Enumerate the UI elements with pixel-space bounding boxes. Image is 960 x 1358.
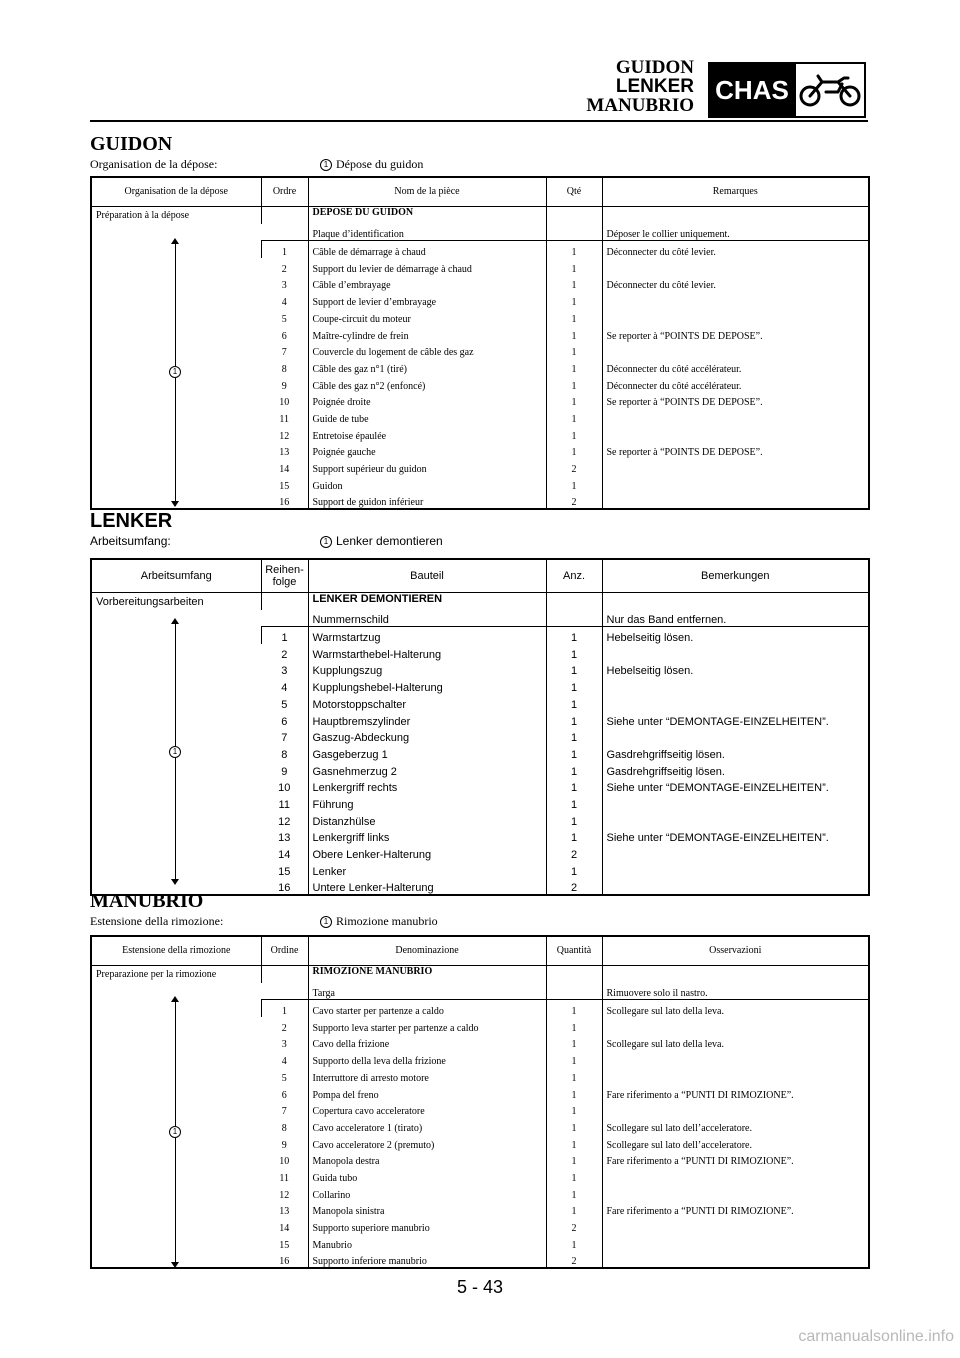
remark [602, 458, 869, 475]
column-header: Estensione della rimozione [91, 936, 261, 966]
section-de [90, 510, 868, 895]
subtitle-value [320, 157, 423, 172]
prep-label: Vorbereitungsarbeiten [96, 596, 204, 608]
column-header: Osservazioni [602, 936, 869, 966]
remark: Se reporter à “POINTS DE DEPOSE”. [602, 325, 869, 342]
quantity: 1 [546, 475, 602, 492]
remark: Se reporter à “POINTS DE DEPOSE”. [602, 442, 869, 459]
part-name: Cavo acceleratore 2 (premuto) [308, 1134, 546, 1151]
quantity: 1 [546, 258, 602, 275]
column-header: Ordre [261, 177, 308, 207]
order-number: 8 [281, 1122, 287, 1134]
part-name: Nummernschild [308, 610, 546, 627]
remark [602, 408, 869, 425]
order-number: 15 [278, 865, 291, 878]
column-header: Ordine [261, 936, 308, 966]
part-name: Maître-cylindre de frein [308, 325, 546, 342]
quantity: 1 [546, 1184, 602, 1201]
part-name: Warmstartzug [308, 627, 546, 644]
remark [602, 1101, 869, 1118]
subtitle-label: Organisation de la dépose: [90, 157, 218, 171]
part-name: Coupe-circuit du moteur [308, 308, 546, 325]
quantity: 1 [546, 1234, 602, 1251]
quantity: 1 [546, 728, 602, 745]
circled-number-icon: 1 [320, 916, 332, 928]
order-number: 1 [261, 627, 308, 644]
quantity: 1 [546, 1050, 602, 1067]
order-number: 13 [279, 447, 290, 459]
remark: Scollegare sul lato della leva. [602, 1000, 869, 1017]
subtitle-value-text: Rimozione manubrio [336, 914, 438, 928]
table-header-row [91, 177, 869, 207]
part-name: Entretoise épaulée [308, 425, 546, 442]
part-name: Câble d’embrayage [308, 275, 546, 292]
heading-row: DEPOSE DU GUIDON [308, 207, 546, 224]
remark: Fare riferimento a “PUNTI DI RIMOZIONE”. [602, 1151, 869, 1168]
quantity: 1 [546, 1067, 602, 1084]
remark [602, 1050, 869, 1067]
part-name: Lenkergriff links [308, 828, 546, 845]
remark: Se reporter à “POINTS DE DEPOSE”. [602, 392, 869, 409]
part-name: Führung [308, 794, 546, 811]
section-title: GUIDON [90, 133, 173, 155]
part-name: Support de levier d’embrayage [308, 291, 546, 308]
part-name: Manubrio [308, 1234, 546, 1251]
order-number: 6 [281, 1089, 287, 1101]
remark: Déconnecter du côté accélérateur. [602, 358, 869, 375]
part-name: Cavo della frizione [308, 1034, 546, 1051]
remark [602, 425, 869, 442]
order-number: 9 [281, 765, 288, 778]
order-number: 11 [279, 413, 290, 425]
column-header: Anz. [546, 559, 602, 593]
order-number: 12 [278, 815, 291, 828]
part-name: Guide de tube [308, 408, 546, 425]
table-row [91, 241, 869, 258]
quantity: 1 [546, 1034, 602, 1051]
table-row [91, 1000, 869, 1017]
table-row [91, 966, 869, 983]
order-number: 15 [279, 1239, 290, 1251]
part-name: Gasgeberzug 1 [308, 744, 546, 761]
group-marker: 1 [169, 1126, 181, 1138]
order-number: 13 [278, 832, 291, 845]
group-marker: 1 [169, 746, 181, 758]
section-subtitle [90, 157, 868, 173]
quantity: 1 [546, 1000, 602, 1017]
remark [602, 1067, 869, 1084]
order-number: 6 [281, 715, 288, 728]
part-name: Câble de démarrage à chaud [308, 241, 546, 258]
quantity: 1 [546, 442, 602, 459]
remark: Déconnecter du côté levier. [602, 241, 869, 258]
quantity: 1 [546, 761, 602, 778]
remark [602, 794, 869, 811]
order-number: 9 [281, 380, 287, 392]
order-number: 4 [281, 682, 288, 695]
quantity: 1 [546, 861, 602, 878]
part-name: Supporto inferiore manubrio [308, 1251, 546, 1269]
part-name: Motorstoppschalter [308, 694, 546, 711]
order-number: 8 [281, 748, 288, 761]
quantity: 1 [546, 275, 602, 292]
heading-row: LENKER DEMONTIEREN [308, 593, 546, 610]
table-row [91, 207, 869, 224]
remark [602, 492, 869, 510]
parts-table [90, 935, 870, 1269]
part-name: Hauptbremszylinder [308, 711, 546, 728]
remark: Fare riferimento a “PUNTI DI RIMOZIONE”. [602, 1084, 869, 1101]
remark: Rimuovere solo il nastro. [602, 983, 869, 1000]
quantity: 1 [546, 392, 602, 409]
remark: Scollegare sul lato dell’acceleratore. [602, 1134, 869, 1151]
remark: Nur das Band entfernen. [602, 610, 869, 627]
order-number: 10 [279, 397, 290, 409]
part-name: Untere Lenker-Halterung [308, 878, 546, 896]
remark [602, 1017, 869, 1034]
remark: Scollegare sul lato dell’acceleratore. [602, 1117, 869, 1134]
section-it [90, 890, 868, 1268]
subtitle-value [320, 534, 443, 548]
part-name: Lenkergriff rechts [308, 778, 546, 795]
order-number: 11 [279, 1172, 290, 1184]
quantity: 2 [546, 844, 602, 861]
remark: Hebelseitig lösen. [602, 661, 869, 678]
quantity: 2 [546, 1251, 602, 1269]
page-number: 5 - 43 [456, 1277, 504, 1297]
part-name: Guidon [308, 475, 546, 492]
quantity: 1 [546, 744, 602, 761]
group-arrow [171, 238, 181, 507]
part-name: Couvercle du logement de câble des gaz [308, 342, 546, 359]
section-subtitle [90, 534, 868, 550]
part-name: Gaszug-Abdeckung [308, 728, 546, 745]
quantity: 1 [546, 358, 602, 375]
quantity: 2 [546, 458, 602, 475]
quantity: 1 [546, 644, 602, 661]
quantity: 1 [546, 375, 602, 392]
group-marker: 1 [169, 366, 181, 378]
remark: Scollegare sul lato della leva. [602, 1034, 869, 1051]
quantity: 1 [546, 1134, 602, 1151]
column-header: Bauteil [308, 559, 546, 593]
part-name: Collarino [308, 1184, 546, 1201]
quantity: 1 [546, 408, 602, 425]
remark [602, 677, 869, 694]
order-number: 16 [279, 497, 290, 509]
part-name: Distanzhülse [308, 811, 546, 828]
part-name: Obere Lenker-Halterung [308, 844, 546, 861]
quantity: 1 [546, 1101, 602, 1118]
order-number: 10 [278, 782, 291, 795]
remark [602, 1217, 869, 1234]
column-header: Bemerkungen [602, 559, 869, 593]
remark [602, 308, 869, 325]
order-number: 1 [261, 1000, 308, 1017]
remark: Déposer le collier uniquement. [602, 224, 869, 241]
group-arrow [171, 618, 181, 885]
remark: Déconnecter du côté accélérateur. [602, 375, 869, 392]
order-number: 4 [281, 1056, 287, 1068]
remark [602, 644, 869, 661]
quantity: 1 [546, 342, 602, 359]
part-name: Support supérieur du guidon [308, 458, 546, 475]
order-number: 5 [281, 313, 287, 325]
subtitle-value [320, 914, 438, 929]
quantity: 1 [546, 694, 602, 711]
remark [602, 291, 869, 308]
order-number: 3 [281, 665, 288, 678]
prep-label: Préparation à la dépose [96, 210, 190, 221]
order-number: 5 [281, 1072, 287, 1084]
remark: Siehe unter “DEMONTAGE-EINZELHEITEN”. [602, 828, 869, 845]
part-name: Plaque d’identification [308, 224, 546, 241]
quantity: 1 [546, 1201, 602, 1218]
section-title: LENKER [90, 510, 173, 532]
column-header: Reihen- folge [261, 559, 308, 593]
quantity: 1 [546, 811, 602, 828]
quantity: 1 [546, 778, 602, 795]
watermark: carmanualsonline.info [798, 1328, 954, 1345]
order-number: 3 [281, 280, 287, 292]
part-name: Targa [308, 983, 546, 1000]
quantity: 1 [546, 308, 602, 325]
order-number: 14 [279, 1223, 290, 1234]
column-header: Qté [546, 177, 602, 207]
column-header: Denominazione [308, 936, 546, 966]
parts-table [90, 558, 870, 896]
order-number: 2 [281, 1022, 287, 1034]
remark: Siehe unter “DEMONTAGE-EINZELHEITEN”. [602, 711, 869, 728]
order-number: 11 [278, 798, 290, 811]
quantity: 1 [546, 677, 602, 694]
column-header: Nom de la pièce [308, 177, 546, 207]
quantity: 1 [546, 711, 602, 728]
circled-number-icon: 1 [320, 536, 332, 548]
part-name: Pompa del freno [308, 1084, 546, 1101]
table-header-row [91, 936, 869, 966]
quantity: 1 [546, 627, 602, 644]
circled-number-icon: 1 [320, 159, 332, 171]
part-name: Supporto leva starter per partenze a caldo [308, 1017, 546, 1034]
order-number: 14 [279, 464, 290, 475]
part-name: Support du levier de démarrage à chaud [308, 258, 546, 275]
subtitle-value-text: Dépose du guidon [336, 157, 424, 171]
subtitle-value-text: Lenker demontieren [336, 534, 443, 548]
remark [602, 1251, 869, 1269]
table-row [91, 593, 869, 610]
order-number: 7 [281, 1106, 287, 1118]
chapter-badge-label: CHAS [710, 64, 794, 116]
remark [602, 728, 869, 745]
quantity: 1 [546, 794, 602, 811]
part-name: Copertura cavo acceleratore [308, 1101, 546, 1118]
remark: Fare riferimento a “PUNTI DI RIMOZIONE”. [602, 1201, 869, 1218]
column-header: Arbeitsumfang [91, 559, 261, 593]
part-name: Câble des gaz n°1 (tiré) [308, 358, 546, 375]
quantity: 1 [546, 1117, 602, 1134]
remark [602, 1234, 869, 1251]
part-name: Lenker [308, 861, 546, 878]
order-number: 2 [281, 263, 287, 275]
motorcycle-icon [794, 64, 864, 116]
part-name: Supporto superiore manubrio [308, 1217, 546, 1234]
prep-label: Preparazione per la rimozione [96, 969, 217, 980]
remark [602, 811, 869, 828]
quantity: 1 [546, 1084, 602, 1101]
order-number: 2 [281, 648, 288, 661]
group-arrow [171, 996, 181, 1268]
table-row [91, 627, 869, 644]
part-name: Câble des gaz n°2 (enfoncé) [308, 375, 546, 392]
quantity: 2 [546, 878, 602, 896]
order-number: 7 [281, 347, 287, 359]
part-name: Kupplungshebel-Halterung [308, 677, 546, 694]
subtitle-label: Arbeitsumfang: [90, 534, 171, 548]
order-number: 9 [281, 1139, 287, 1151]
part-name: Support de guidon inférieur [308, 492, 546, 510]
section-subtitle [90, 914, 868, 930]
quantity: 1 [546, 241, 602, 258]
order-number: 1 [261, 241, 308, 258]
part-name: Guida tubo [308, 1167, 546, 1184]
quantity: 1 [546, 828, 602, 845]
parts-table [90, 176, 870, 510]
part-name: Cavo starter per partenze a caldo [308, 1000, 546, 1017]
order-number: 12 [279, 1189, 290, 1201]
quantity: 1 [546, 1167, 602, 1184]
part-name: Poignée droite [308, 392, 546, 409]
quantity: 1 [546, 325, 602, 342]
remark: Gasdrehgriffseitig lösen. [602, 761, 869, 778]
section-fr [90, 133, 868, 509]
remark [602, 844, 869, 861]
remark [602, 258, 869, 275]
quantity: 1 [546, 1017, 602, 1034]
quantity: 1 [546, 1151, 602, 1168]
part-name: Kupplungszug [308, 661, 546, 678]
order-number: 15 [279, 480, 290, 492]
order-number: 8 [281, 363, 287, 375]
remark [602, 1167, 869, 1184]
part-name: Manopola sinistra [308, 1201, 546, 1218]
quantity: 1 [546, 291, 602, 308]
part-name: Interruttore di arresto motore [308, 1067, 546, 1084]
remark [602, 1184, 869, 1201]
order-number: 13 [279, 1206, 290, 1218]
remark [602, 694, 869, 711]
quantity: 1 [546, 425, 602, 442]
order-number: 6 [281, 330, 287, 342]
remark: Gasdrehgriffseitig lösen. [602, 744, 869, 761]
order-number: 16 [279, 1256, 290, 1268]
part-name: Supporto della leva della frizione [308, 1050, 546, 1067]
order-number: 4 [281, 297, 287, 309]
header-title-it: MANUBRIO [586, 95, 694, 116]
order-number: 16 [278, 882, 291, 895]
part-name: Poignée gauche [308, 442, 546, 459]
remark: Siehe unter “DEMONTAGE-EINZELHEITEN”. [602, 778, 869, 795]
order-number: 7 [281, 732, 288, 745]
order-number: 12 [279, 430, 290, 442]
remark [602, 475, 869, 492]
quantity: 2 [546, 1217, 602, 1234]
remark [602, 861, 869, 878]
remark: Déconnecter du côté levier. [602, 275, 869, 292]
header-title-fr: GUIDON [615, 57, 694, 78]
part-name: Warmstarthebel-Halterung [308, 644, 546, 661]
order-number: 3 [281, 1039, 287, 1051]
section-title: MANUBRIO [90, 890, 204, 912]
quantity: 2 [546, 492, 602, 510]
order-number: 5 [281, 698, 288, 711]
column-header: Remarques [602, 177, 869, 207]
column-header: Organisation de la dépose [91, 177, 261, 207]
remark [602, 342, 869, 359]
subtitle-label: Estensione della rimozione: [90, 914, 224, 928]
part-name: Gasnehmerzug 2 [308, 761, 546, 778]
order-number: 10 [279, 1156, 290, 1168]
header-title-de: LENKER [615, 76, 694, 97]
order-number: 14 [278, 849, 291, 861]
part-name: Cavo acceleratore 1 (tirato) [308, 1117, 546, 1134]
chapter-badge [708, 62, 866, 118]
part-name: Manopola destra [308, 1151, 546, 1168]
header-rule [90, 120, 868, 122]
header-titles [586, 58, 694, 115]
heading-row: RIMOZIONE MANUBRIO [308, 966, 546, 983]
remark: Hebelseitig lösen. [602, 627, 869, 644]
quantity: 1 [546, 661, 602, 678]
table-header-row [91, 559, 869, 593]
column-header: Quantità [546, 936, 602, 966]
